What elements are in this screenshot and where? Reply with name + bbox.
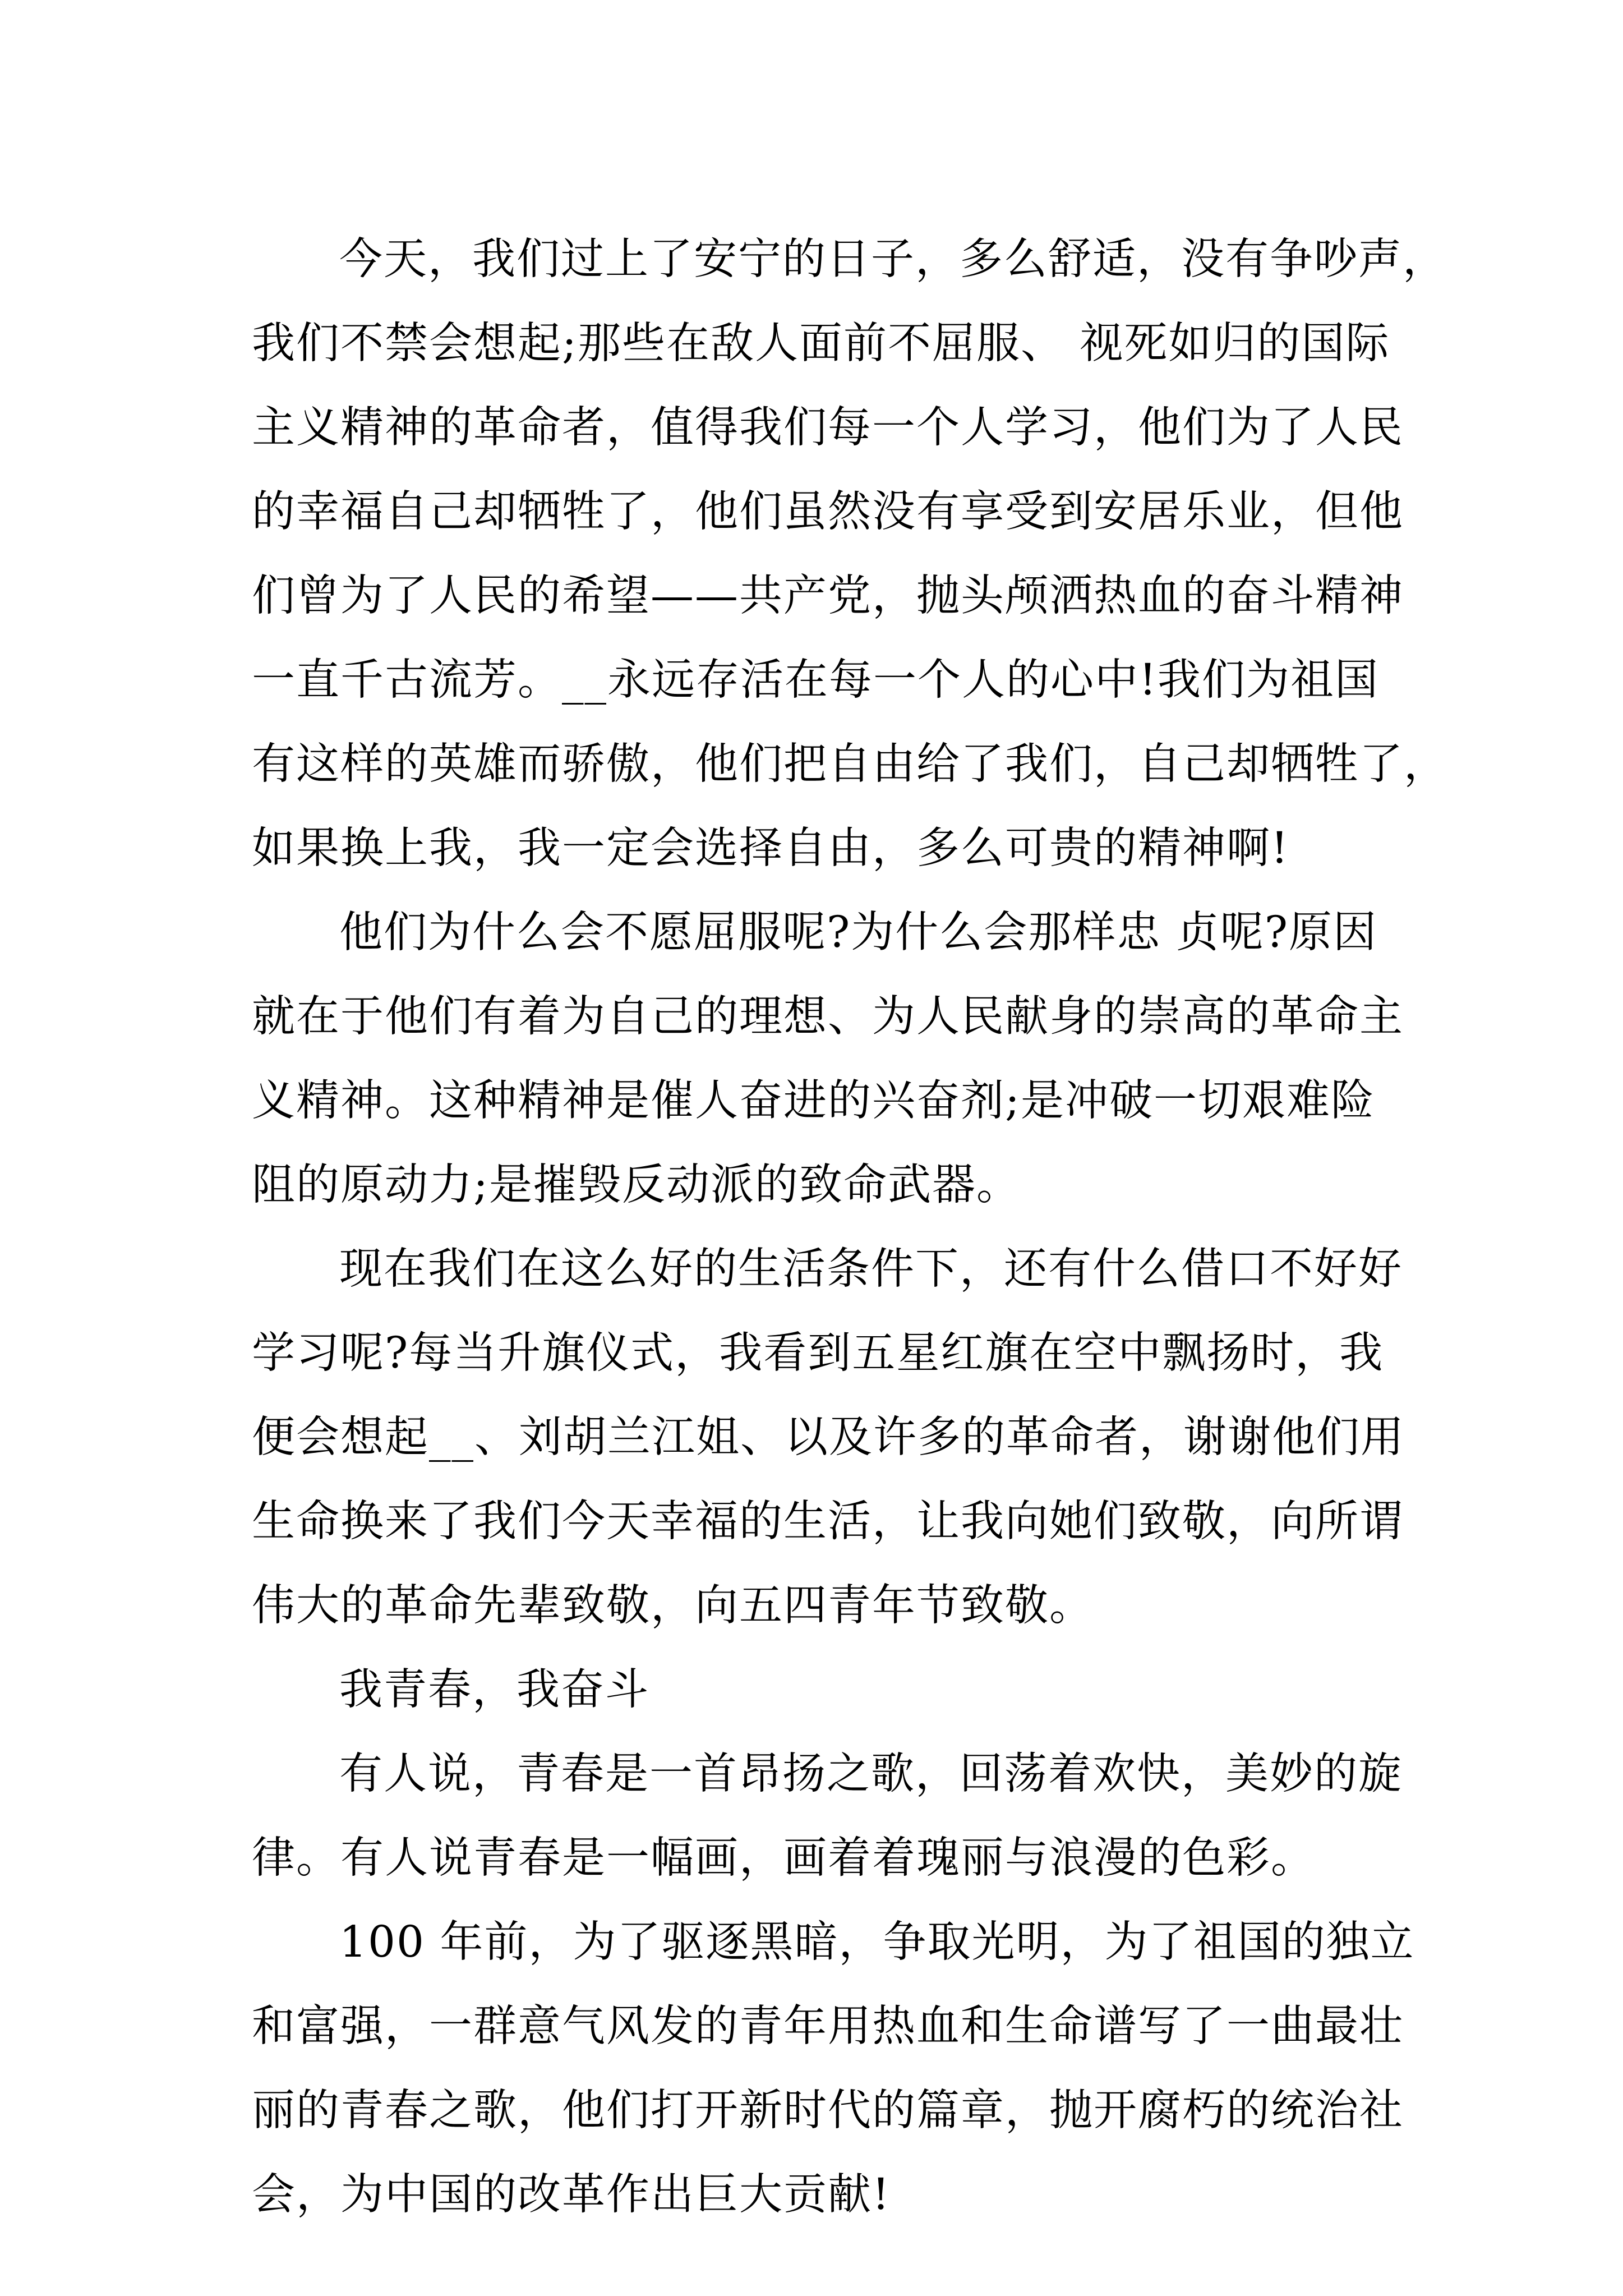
paragraph-2-line-1: 他们为什么会不愿屈服呢?为什么会那样忠 贞呢?原因: [339, 908, 1378, 958]
paragraph-3-line-1: 现在我们在这么好的生活条件下，还有什么借口不好好: [339, 1244, 1403, 1294]
paragraph-4-line-2: 律。有人说青春是一幅画，画着着瑰丽与浪漫的色彩。: [252, 1833, 1315, 1883]
paragraph-3-line-5: 伟大的革命先辈致敬，向五四青年节致敬。: [252, 1581, 1094, 1631]
paragraph-1-line-4: 的幸福自己却牺牲了，他们虽然没有享受到安居乐业，但他: [252, 487, 1404, 537]
paragraph-5-line-4: 会，为中国的改革作出巨大贡献!: [252, 2170, 891, 2220]
paragraph-2-line-3: 义精神。这种精神是催人奋进的兴奋剂;是冲破一切艰难险: [252, 1076, 1375, 1126]
paragraph-5-line-2: 和富强，一群意气风发的青年用热血和生命谱写了一曲最壮: [252, 2001, 1404, 2051]
paragraph-2-line-2: 就在于他们有着为自己的理想、为人民献身的崇高的革命主: [252, 992, 1404, 1042]
paragraph-1-line-3: 主义精神的革命者，值得我们每一个人学习，他们为了人民: [252, 403, 1404, 453]
paragraph-1-line-6: 一直千古流芳。__永远存活在每一个人的心中!我们为祖国: [252, 655, 1379, 705]
paragraph-1-line-5: 们曾为了人民的希望——共产党，抛头颅洒热血的奋斗精神: [252, 571, 1404, 621]
paragraph-3-line-4: 生命换来了我们今天幸福的生活，让我向她们致敬，向所谓: [252, 1497, 1404, 1547]
document-body: [252, 218, 1448, 2237]
paragraph-5-line-1: 100 年前，为了驱逐黑暗，争取光明，为了祖国的独立: [339, 1917, 1415, 1967]
paragraph-1-line-2: 我们不禁会想起;那些在敌人面前不屈服、 视死如归的国际: [252, 319, 1390, 369]
paragraph-4-line-1: 有人说，青春是一首昂扬之歌，回荡着欢快，美妙的旋: [339, 1749, 1403, 1799]
paragraph-5-line-3: 丽的青春之歌，他们打开新时代的篇章，抛开腐朽的统治社: [252, 2086, 1404, 2136]
paragraph-3-line-3: 便会想起__、刘胡兰江姐、以及许多的革命者，谢谢他们用: [252, 1412, 1405, 1462]
paragraph-1-line-1: 今天，我们过上了安宁的日子，多么舒适，没有争吵声，: [339, 234, 1447, 284]
paragraph-2-line-4: 阻的原动力;是摧毁反动派的致命武器。: [252, 1160, 1021, 1210]
paragraph-1-line-8: 如果换上我，我一定会选择自由，多么可贵的精神啊!: [252, 823, 1289, 873]
paragraph-3-line-2: 学习呢?每当升旗仪式，我看到五星红旗在空中飘扬时，我: [252, 1328, 1384, 1378]
paragraph-1-line-7: 有这样的英雄而骄傲，他们把自由给了我们，自己却牺牲了，: [252, 739, 1448, 789]
section-heading: 我青春，我奋斗: [339, 1665, 649, 1715]
